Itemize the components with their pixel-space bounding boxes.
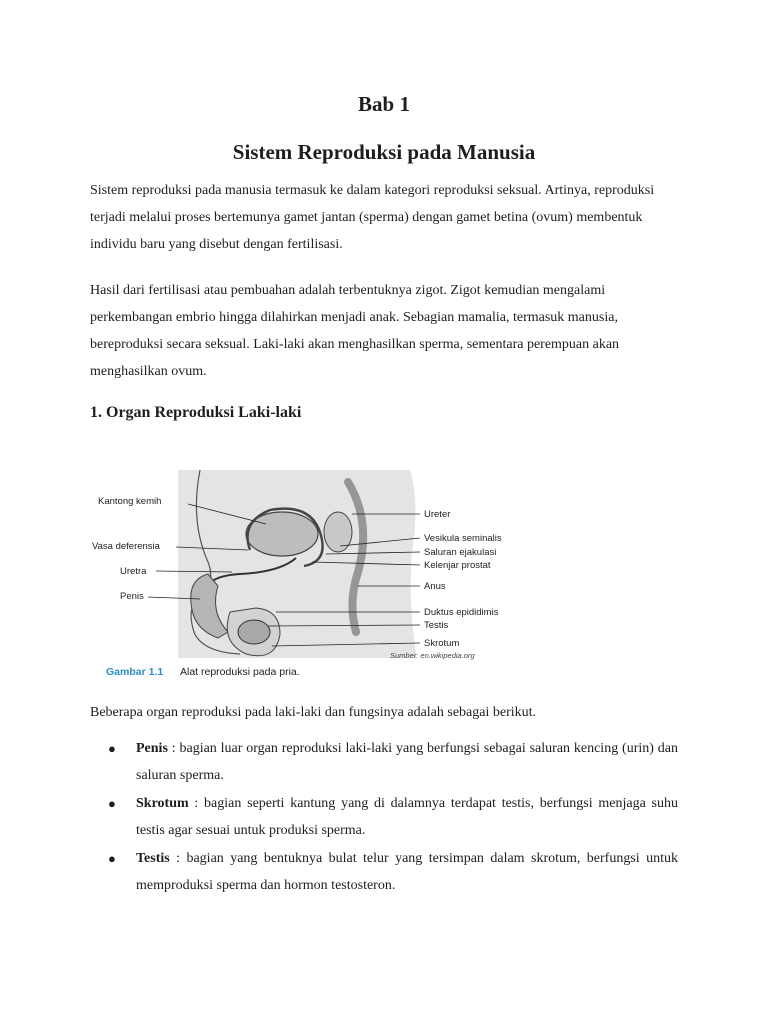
paragraph-intro: Sistem reproduksi pada manusia termasuk ke dalam kategori reproduksi seksual. Artinya, reproduksi terjadi melalui proses bertemunya gamet jantan (sperma) dengan gamet betina (ovum) membentuk individu baru yang disebut dengan fertilisasi.	[90, 183, 655, 252]
label-vasa-deferensia: Vasa deferensia	[92, 541, 160, 552]
bullet-icon: ●	[108, 741, 116, 756]
organ-list	[108, 735, 678, 900]
label-uretra: Uretra	[120, 566, 147, 577]
list-item-skrotum	[108, 790, 678, 844]
chapter-title: Bab 1	[358, 92, 410, 116]
term-skrotum: Skrotum	[136, 796, 189, 811]
page-title: Sistem Reproduksi pada Manusia	[232, 140, 536, 164]
bullet-icon: ●	[108, 851, 116, 866]
label-penis: Penis	[120, 591, 144, 602]
figure-source: Sumber: en.wikipedia.org	[390, 651, 475, 660]
label-ureter: Ureter	[424, 509, 451, 520]
label-saluran-ejakulasi: Saluran ejakulasi	[424, 547, 497, 558]
label-kantong-kemih: Kantong kemih	[98, 496, 162, 507]
label-anus: Anus	[424, 581, 446, 592]
label-testis: Testis	[424, 620, 449, 631]
figure-caption-number: Gambar 1.1	[106, 666, 164, 678]
list-item-testis	[108, 845, 678, 899]
term-testis: Testis	[136, 851, 170, 866]
seminal-vesicle-shape	[324, 512, 352, 552]
list-item-penis	[108, 735, 678, 789]
label-kelenjar-prostat: Kelenjar prostat	[424, 560, 491, 571]
testis-shape	[238, 620, 270, 644]
bullet-icon: ●	[108, 796, 116, 811]
male-reproductive-figure	[90, 462, 530, 684]
label-duktus-epididimis: Duktus epididimis	[424, 607, 499, 618]
figure-caption-text: Alat reproduksi pada pria.	[180, 666, 300, 678]
term-penis: Penis	[136, 741, 168, 756]
desc-penis: : bagian luar organ reproduksi laki-laki yang berfungsi sebagai saluran kencing (urin) dan saluran sperma.	[136, 741, 678, 783]
paragraph-fertilization: Hasil dari fertilisasi atau pembuahan adalah terbentuknya zigot. Zigot kemudian mengalami perkembangan embrio hingga dilahirkan menjadi anak. Sebagian mamalia, termasuk manusia, bereproduksi secara seksual. Laki-laki akan menghasilkan sperma, sementara perempuan akan menghasilkan ovum.	[90, 283, 620, 379]
label-skrotum: Skrotum	[424, 638, 460, 649]
section-heading: 1. Organ Reproduksi Laki-laki	[90, 404, 302, 421]
label-vesikula-seminalis: Vesikula seminalis	[424, 533, 502, 544]
desc-skrotum: : bagian seperti kantung yang di dalamnya terdapat testis, berfungsi menjaga suhu testis agar sesuai untuk produksi sperma.	[136, 796, 678, 838]
organ-list-intro: Beberapa organ reproduksi pada laki-laki dan fungsinya adalah sebagai berikut.	[90, 705, 537, 720]
desc-testis: : bagian yang bentuknya bulat telur yang tersimpan dalam skrotum, berfungsi untuk memproduksi sperma dan hormon testosteron.	[136, 851, 678, 893]
